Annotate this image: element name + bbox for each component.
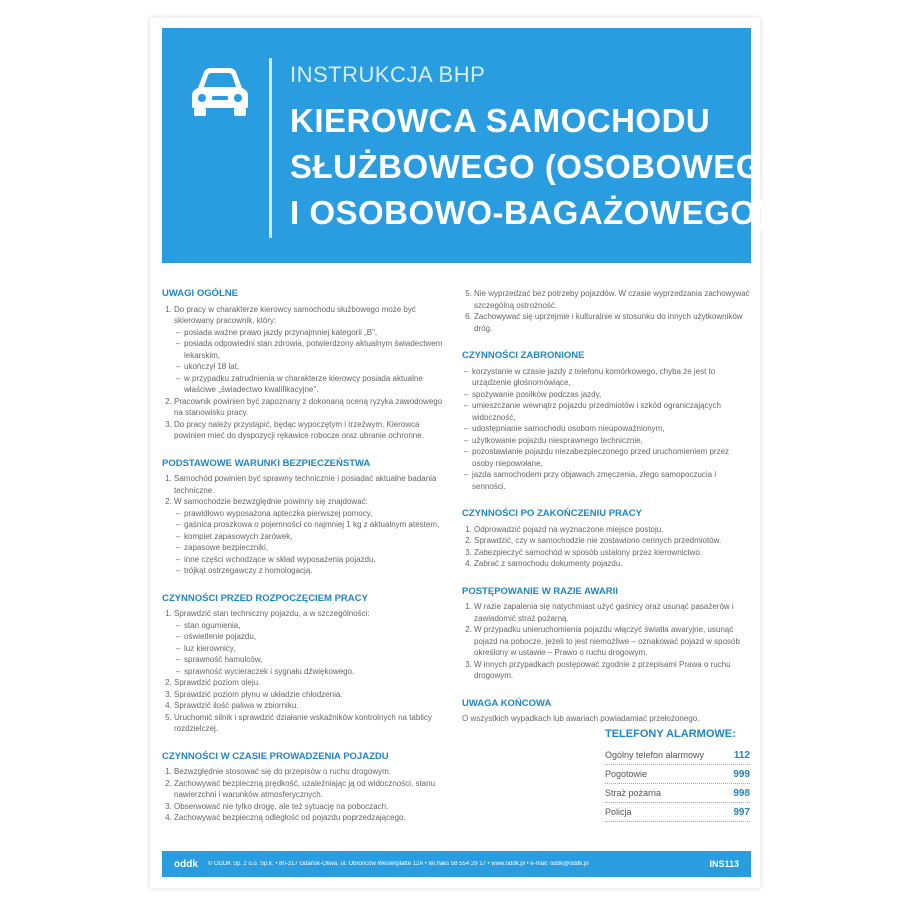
list-item: – użytkowanie pojazdu niesprawnego technicznie, [472,435,752,447]
section-title-koncowa: UWAGA KOŃCOWA [462,697,552,709]
list-item: 3. W innych przypadkach postępować zgodnie z przepisami Prawa o ruchu drogowym. [474,659,752,682]
phone-number: 998 [733,788,750,799]
sub-item: – w przypadku zatrudnienia w charakterze kierowcy posiada aktualne właściwe „świadectwo kwalifikacyjne". [184,373,452,396]
document-page [150,18,789,888]
section-title-po: CZYNNOŚCI PO ZAKOŃCZENIU PRACY [462,508,642,519]
list-item: 5. Nie wyprzedzać bez potrzeby pojazdów. W czasie wyprzedzania zachowywać szczególną ostrożność. [474,288,752,311]
sub-item: – prawidłowo wyposażona apteczka pierwszej pomocy, [184,508,452,520]
phones-title: TELEFONY ALARMOWE: [605,728,736,740]
list-item: 2. Zachowywać bezpieczną prędkość, uzależniając ją od widoczności, stanu nawierzchni i warunków atmosferycznych. [174,778,452,801]
sub-item: – stan ogumienia, [184,620,452,632]
emergency-phones [605,728,750,822]
sub-item: – komplet zapasowych żarówek, [184,531,452,543]
list-item: 1. Samochód powinien być sprawny technicznie i posiadać aktualne badania techniczne. [174,473,452,496]
oddk-logo: oddk [174,858,198,870]
list-item: – umieszczanie wewnątrz pojazdu przedmiotów i szkód ograniczających widoczność, [472,400,752,423]
section-title-awaria: POSTĘPOWANIE W RAZIE AWARII [462,585,618,597]
list-item: 5. Uruchomić silnik i sprawdzić działanie wskaźników kontrolnych na tablicy rozdzielczej. [174,712,452,735]
list-item: 1. W razie zapalenia się natychmiast użyć gaśnicy oraz usunąć pasażerów i zawiadomić straż pożarną. [474,601,752,624]
list-item: 3. Obserwować nie tylko drogę, ale też sytuację na poboczach. [174,801,452,813]
list-item: 3. Do pracy należy przystąpić, będąc wypoczętym i trzeźwym. Kierowca powinien mieć do dyspozycji rękawice robocze oraz ubranie ochronne. [174,419,452,442]
phone-row [605,784,750,803]
phone-row [605,746,750,765]
list-item: 3. Zabezpieczyć samochód w sposób ustalony przez kierownictwo. [474,547,752,559]
list-item [174,496,452,577]
list-item [174,608,452,677]
list-item: 2. Pracownik powinien być zapoznany z dokonaną oceną ryzyka zawodowego na stanowisku pracy. [174,396,452,419]
list-item: 3. Sprawdzić poziom płynu w układzie chłodzenia. [174,689,452,701]
section-title-zabronione: CZYNNOŚCI ZABRONIONE [462,350,585,361]
sub-item: – posiada ważne prawo jazdy przynajmniej kategorii „B", [184,327,452,339]
awaria-list [462,601,752,682]
sub-item: – luz kierownicy, [184,643,452,655]
phone-row [605,803,750,822]
list-item: – spożywanie posiłków podczas jazdy, [472,389,752,401]
po-list [462,524,752,570]
right-column [462,288,752,725]
sub-item: – sprawność wycieraczek i sygnału dźwiękowego. [184,666,452,678]
koncowa-text: O wszystkich wypadkach lub awariach powiadamiać przełożonego. [462,714,700,723]
list-item: 1. Odprowadzić pojazd na wyznaczone miejsce postoju. [474,524,752,536]
header-banner [162,28,789,263]
header-divider [269,58,272,238]
czas-list-continued [462,288,752,334]
uwagi-list [162,304,452,442]
sub-item: – gaśnica proszkowa o pojemności co najmniej 1 kg z aktualnym atestem, [184,519,452,531]
document-code: INS113 [709,859,739,869]
title-line-2: SŁUŻBOWEGO (OSOBOWEGO [290,148,789,185]
list-item: 2. Sprawdzić poziom oleju. [174,677,452,689]
sub-list [174,508,452,577]
list-item: – pozostawianie pojazdu niezabezpieczonego przed uruchomieniem przez osoby niepowołane, [472,446,752,469]
phone-number: 999 [733,769,750,780]
list-item: 2. Sprawdzić, czy w samochodzie nie zostawiono cennych przedmiotów. [474,535,752,547]
document-title [290,98,788,236]
section-title-czas: CZYNNOŚCI W CZASIE PROWADZENIA POJAZDU [162,750,389,762]
sub-item: – inne części wchodzące w skład wyposażenia pojazdu, [184,554,452,566]
phone-label: Pogotowie [605,769,648,779]
list-item: – korzystanie w czasie jazdy z telefonu komórkowego, chyba że jest to urządzenie głośnomówiące, [472,366,752,389]
phone-row [605,765,750,784]
list-item [174,304,452,396]
item-text: Do pracy w charakterze kierowcy samochodu służbowego może być skierowany pracownik, który: [174,304,416,325]
sub-list [174,620,452,678]
list-item: – udostępnianie samochodu osobom nieupoważnionym, [472,423,752,435]
sub-item: – sprawność hamulców, [184,654,452,666]
left-column [162,288,452,824]
footer-bar [162,851,751,877]
section-title-przed: CZYNNOŚCI PRZED ROZPOCZĘCIEM PRACY [162,592,368,604]
section-title-warunki: PODSTAWOWE WARUNKI BEZPIECZEŃSTWA [162,457,371,469]
phone-label: Ogólny telefon alarmowy [605,750,705,760]
phone-number: 997 [733,807,750,818]
list-item: 4. Zabrać z samochodu dokumenty pojazdu. [474,558,752,570]
document-eyebrow: INSTRUKCJA BHP [290,62,486,87]
warunki-list [162,473,452,577]
title-line-3: I OSOBOWO-BAGAŻOWEGO) [290,194,768,231]
item-text: W samochodzie bezwzględnie powinny się znajdować: [174,497,368,506]
list-item: – jazda samochodem przy objawach zmęczenia, złego samopoczucia i senności. [472,469,752,492]
sub-item: – ukończył 18 lat, [184,361,452,373]
zabronione-list [462,366,752,493]
list-item: 4. Zachowywać bezpieczną odległość od pojazdu poprzedzającego. [174,812,452,824]
sub-item: – trójkąt ostrzegawczy z homologacją. [184,565,452,577]
sub-item: – oświetlenie pojazdu, [184,631,452,643]
przed-list [162,608,452,735]
phone-number: 112 [733,750,750,761]
car-icon [188,64,252,120]
list-item: 1. Bezwzględnie stosować się do przepisów o ruchu drogowym. [174,766,452,778]
list-item: 2. W przypadku unieruchomienia pojazdu włączyć światła awaryjne, usunąć pojazd na pobocze, jeżeli to jest niemożliwe – oznakować pojazd w sposób określony w ustawie – Prawo o ruchu drogowym. [474,624,752,659]
sub-item: – zapasowe bezpieczniki, [184,542,452,554]
sub-list [174,327,452,396]
czas-list [162,766,452,824]
footer-contact: © ODDK Sp. z o.o. Sp.k. • 80-317 Gdańsk-Oliwa, ul. Obrońców Westerplatte 12A • tel./faks 58 554 29 17 • www.oddk.pl • e-mail: oddk@oddk.pl [207,861,589,867]
list-item: 6. Zachowywać się uprzejmie i kulturalnie w stosunku do innych użytkowników dróg. [474,311,752,334]
item-text: Sprawdzić stan techniczny pojazdu, a w szczególności: [174,609,370,618]
list-item: 4. Sprawdzić ilość paliwa w zbiorniku. [174,700,452,712]
section-title-uwagi: UWAGI OGÓLNE [162,288,238,299]
sub-item: – posiada odpowiedni stan zdrowia, potwierdzony aktualnym świadectwem lekarskim, [184,338,452,361]
title-line-1: KIEROWCA SAMOCHODU [290,102,711,139]
phone-label: Policja [605,807,632,817]
phone-label: Straż pożarna [605,788,662,798]
